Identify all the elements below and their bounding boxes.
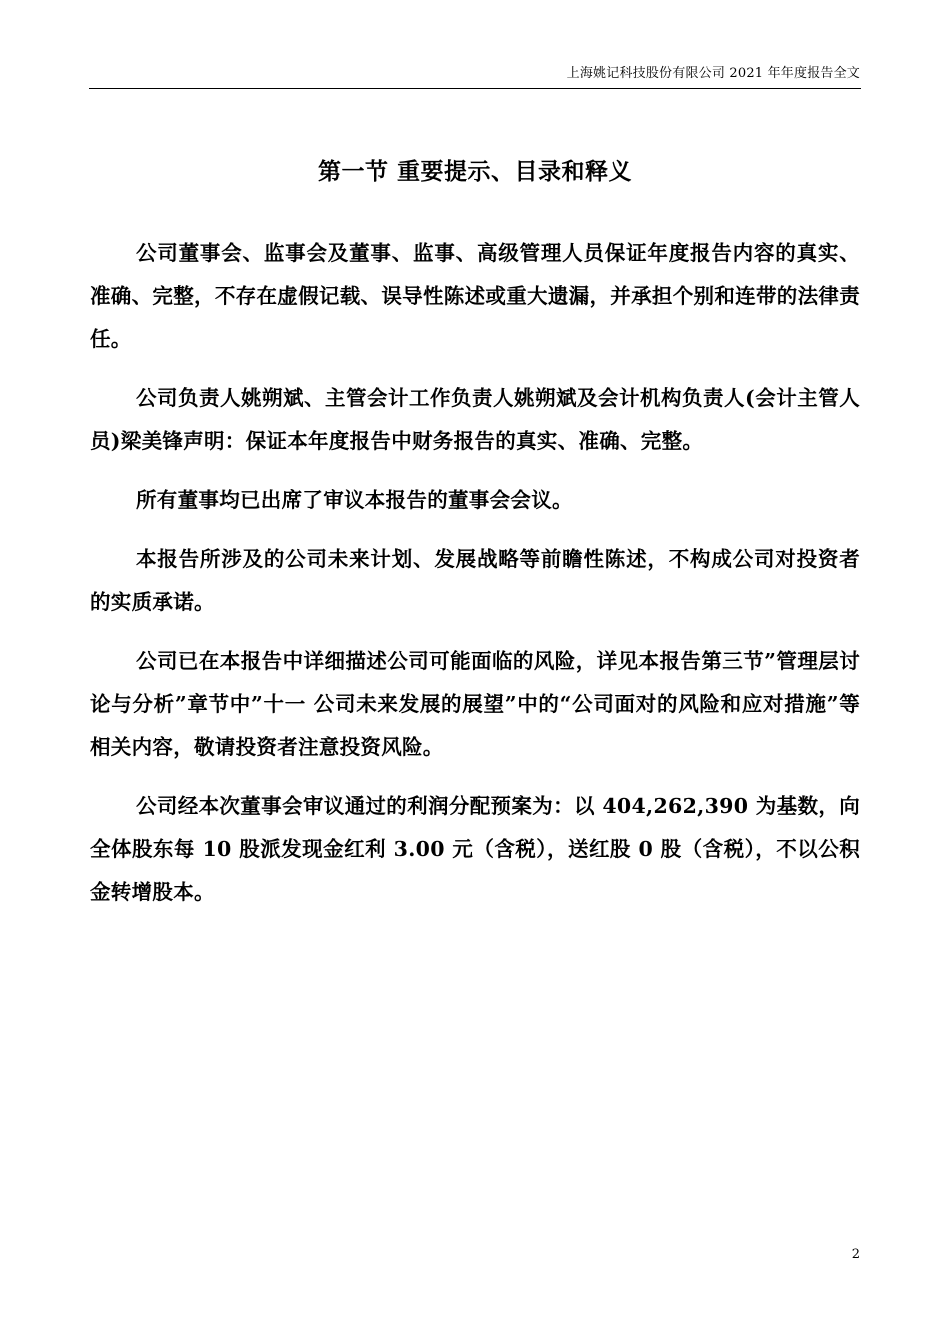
paragraph-board-guarantee: 公司董事会、监事会及董事、监事、高级管理人员保证年度报告内容的真实、准确、完整，不存在虚假记载、误导性陈述或重大遗漏，并承担个别和连带的法律责任。 <box>90 241 860 351</box>
paragraph-risk-notice: 公司已在本报告中详细描述公司可能面临的风险，详见本报告第三节”管理层讨论与分析”章节中”十一 公司未来发展的展望”中的“公司面对的风险和应对措施”等相关内容，敬请投资者注意投资风险。 <box>90 649 860 759</box>
section-title: 第一节 重要提示、目录和释义 <box>317 158 632 185</box>
running-header: 上海姚记科技股份有限公司 2021 年年度报告全文 <box>566 66 860 81</box>
paragraph-directors-attendance: 所有董事均已出席了审议本报告的董事会会议。 <box>136 488 573 512</box>
paragraph-responsible-persons-statement: 公司负责人姚朔斌、主管会计工作负责人姚朔斌及会计机构负责人(会计主管人员)梁美锋声明：保证本年度报告中财务报告的真实、准确、完整。 <box>90 386 860 453</box>
paragraph-forward-looking-statement: 本报告所涉及的公司未来计划、发展战略等前瞻性陈述，不构成公司对投资者的实质承诺。 <box>90 547 860 614</box>
document-body <box>90 232 860 930</box>
header-divider <box>89 88 861 89</box>
paragraph-profit-distribution: 公司经本次董事会审议通过的利润分配预案为：以 404,262,390 为基数，向全体股东每 10 股派发现金红利 3.00 元（含税），送红股 0 股（含税），不以公积金转增股本。 <box>90 794 860 904</box>
page-number: 2 <box>851 1247 860 1262</box>
